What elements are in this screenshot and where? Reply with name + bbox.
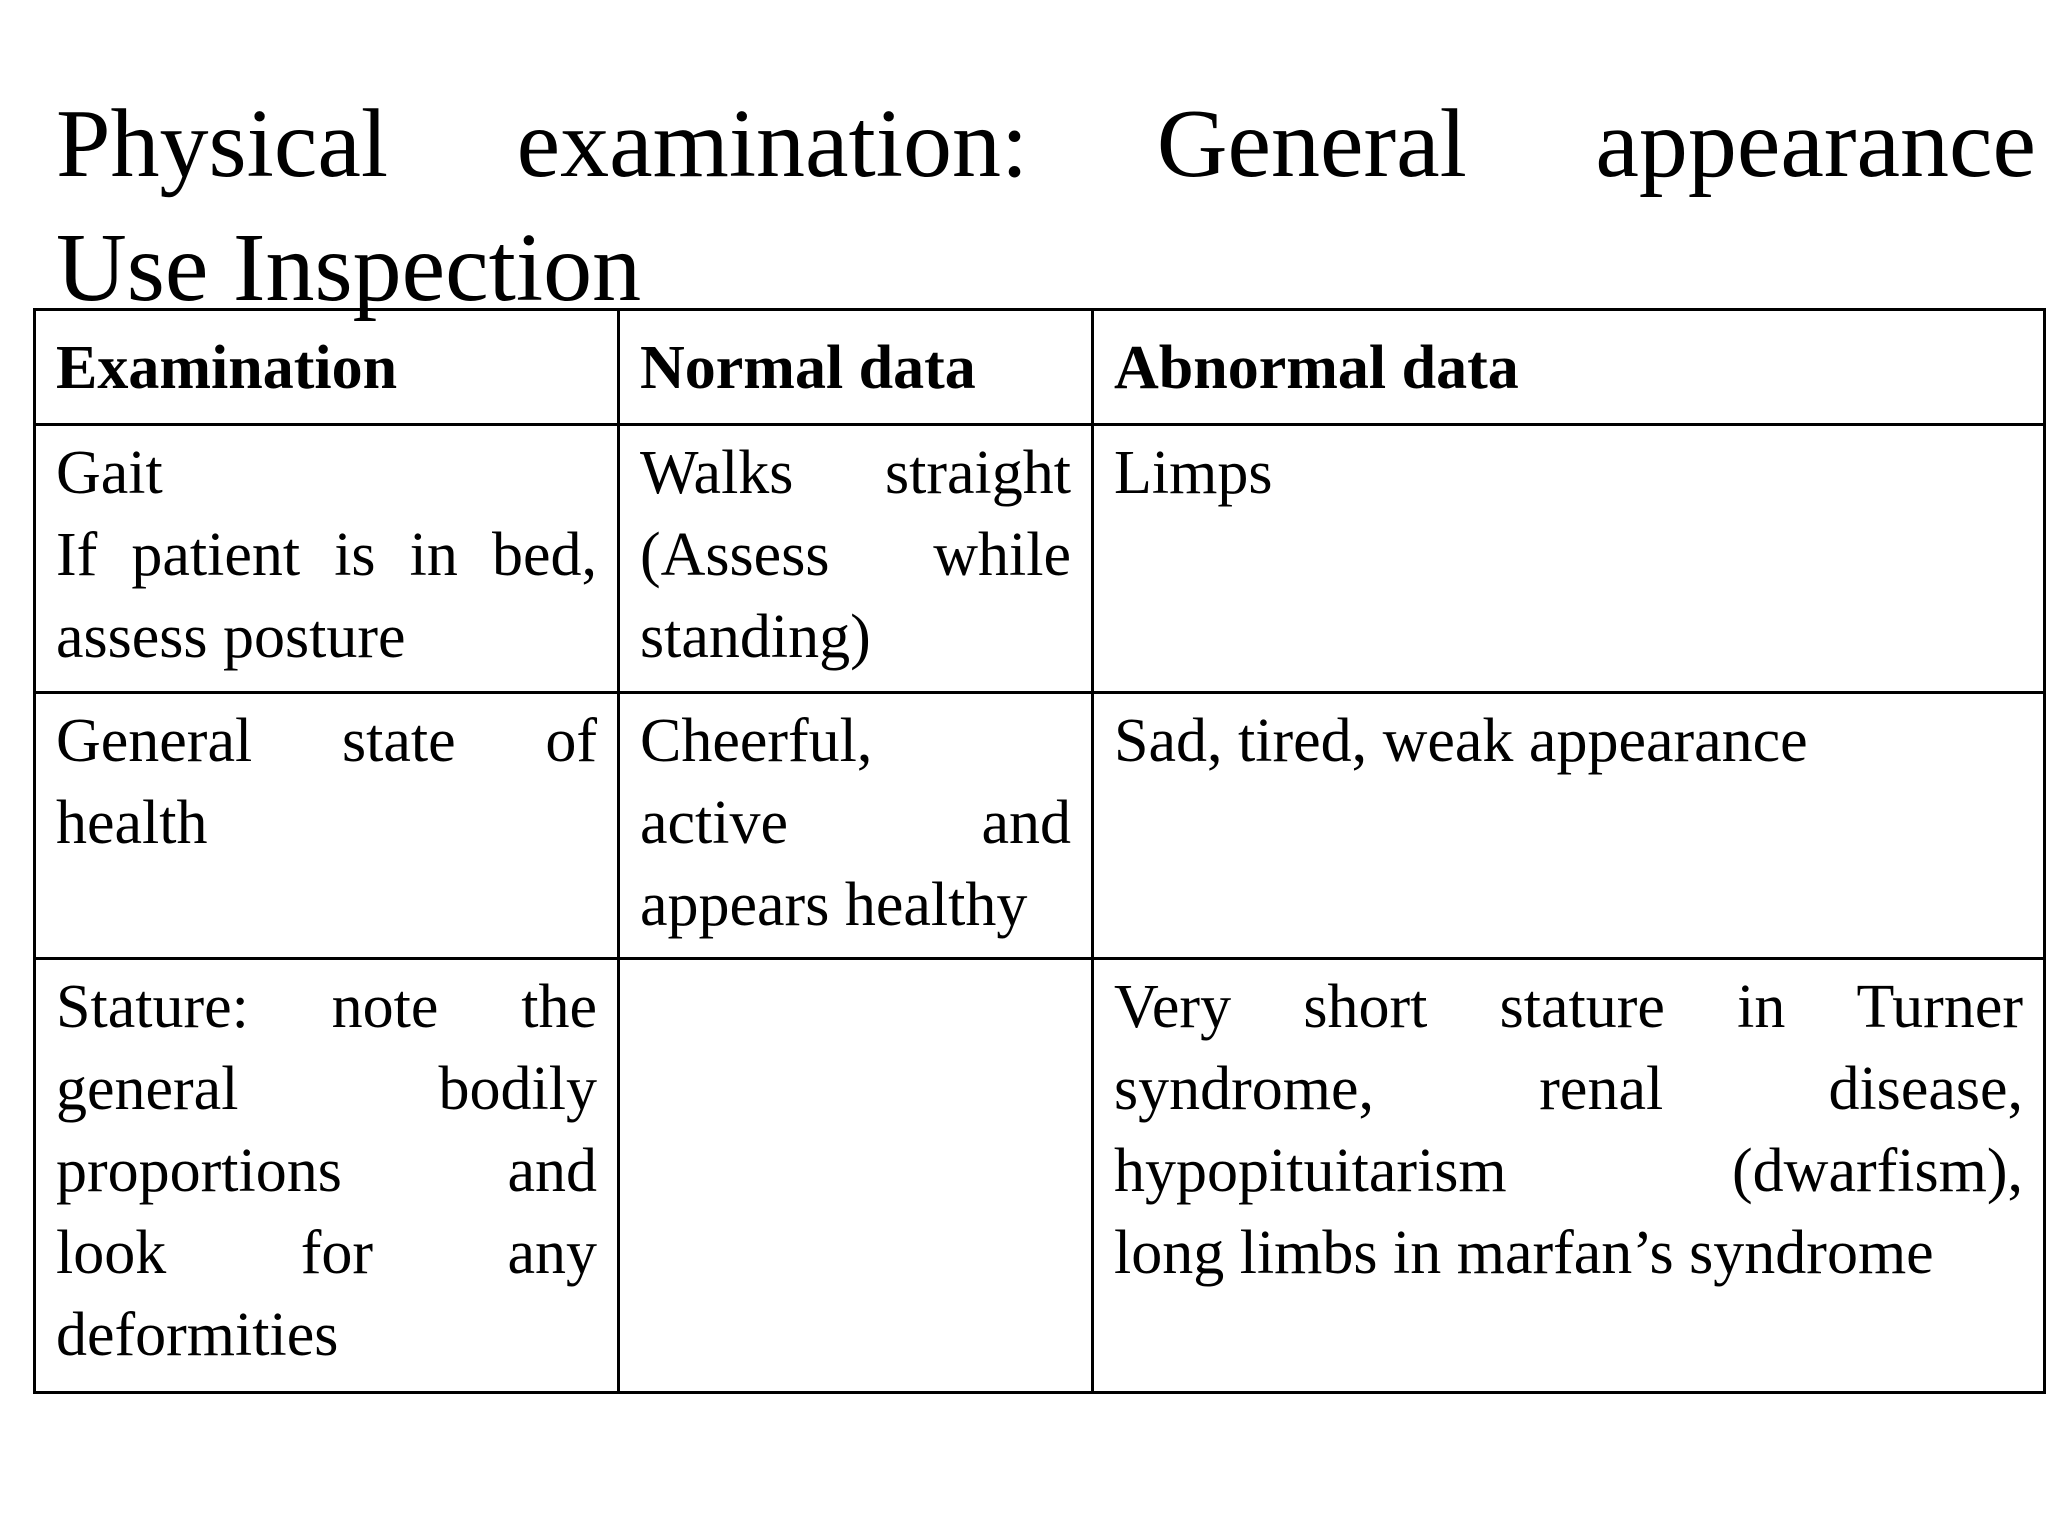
cell-text: (Assess while xyxy=(640,521,1071,589)
cell-text: Limps xyxy=(1114,439,1273,507)
cell-text: If patient is in bed, xyxy=(56,521,597,589)
examination-table xyxy=(33,308,2046,1394)
cell-text: look for any xyxy=(56,1219,597,1287)
cell-normal xyxy=(619,959,1093,1393)
cell-abnormal xyxy=(1093,959,2045,1393)
cell-normal xyxy=(619,693,1093,959)
cell-text: Stature: note the xyxy=(56,973,597,1041)
cell-text: proportions and xyxy=(56,1137,597,1205)
cell-text: Sad, tired, weak appearance xyxy=(1114,707,1808,775)
header-abnormal-data: Abnormal data xyxy=(1093,310,2045,425)
cell-text: Very short stature in Turner xyxy=(1114,973,2023,1041)
cell-abnormal xyxy=(1093,425,2045,693)
table-header-row xyxy=(35,310,2045,425)
cell-text: General state of xyxy=(56,707,597,775)
cell-text: assess posture xyxy=(56,603,406,671)
cell-normal xyxy=(619,425,1093,693)
header-examination: Examination xyxy=(35,310,619,425)
cell-text: Gait xyxy=(56,439,163,507)
cell-text: deformities xyxy=(56,1301,339,1369)
title-line-2: Use Inspection xyxy=(56,214,642,322)
header-normal-data: Normal data xyxy=(619,310,1093,425)
cell-text: syndrome, renal disease, xyxy=(1114,1055,2023,1123)
cell-text: hypopituitarism (dwarfism), xyxy=(1114,1137,2023,1205)
slide-title xyxy=(56,82,2036,330)
cell-abnormal xyxy=(1093,693,2045,959)
table-row xyxy=(35,959,2045,1393)
table-row xyxy=(35,693,2045,959)
title-line-1: Physical examination: General appearance xyxy=(56,90,2036,198)
cell-text: active and xyxy=(640,789,1071,857)
cell-text: Walks straight xyxy=(640,439,1071,507)
cell-text: general bodily xyxy=(56,1055,597,1123)
cell-text: long limbs in marfan’s syndrome xyxy=(1114,1219,1934,1287)
cell-examination xyxy=(35,693,619,959)
cell-examination xyxy=(35,425,619,693)
cell-examination xyxy=(35,959,619,1393)
table-row xyxy=(35,425,2045,693)
cell-text: appears healthy xyxy=(640,871,1028,939)
cell-text: standing) xyxy=(640,603,871,671)
cell-text: health xyxy=(56,789,208,857)
cell-text: Cheerful, xyxy=(640,707,873,775)
